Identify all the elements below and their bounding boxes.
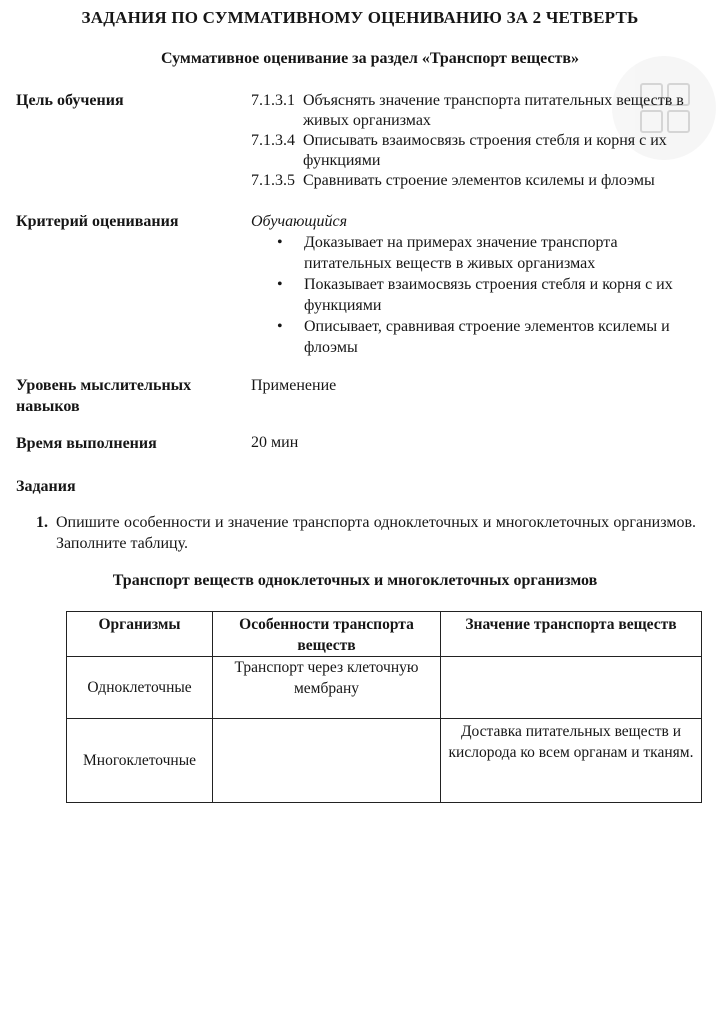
criteria-intro: Обучающийся — [251, 213, 348, 230]
task-item — [36, 512, 696, 554]
table-row — [67, 719, 702, 803]
objective-item — [251, 91, 696, 131]
criteria-list — [251, 232, 691, 358]
objective-item — [251, 171, 696, 191]
page-title: ЗАДАНИЯ ПО СУММАТИВНОМУ ОЦЕНИВАНИЮ ЗА 2 ЧЕТВЕРТЬ — [81, 8, 639, 27]
objective-item — [251, 131, 696, 171]
table-cell: Доставка питательных веществ и кислорода ко всем органам и тканям. — [441, 719, 702, 803]
table-header-row — [67, 612, 702, 657]
skills-label — [16, 375, 191, 417]
criteria-item: • Показывает взаимосвязь строения стебля и корня с их функциями — [251, 274, 691, 316]
table-header-cell: Организмы — [67, 612, 213, 657]
transport-table — [66, 611, 702, 803]
table-header-cell: Особенности транспорта веществ — [213, 612, 441, 657]
time-value: 20 мин — [251, 434, 299, 451]
tasks-heading: Задания — [16, 478, 76, 495]
learning-goal-label: Цель обучения — [16, 92, 124, 109]
criteria-item: • Доказывает на примерах значение транспорта питательных веществ в живых организмах — [251, 232, 691, 274]
criteria-item: • Описывает, сравнивая строение элементов ксилемы и флоэмы — [251, 316, 691, 358]
time-label: Время выполнения — [16, 435, 157, 452]
section-subtitle: Суммативное оценивание за раздел «Транспорт веществ» — [160, 50, 580, 67]
criteria-label: Критерий оценивания — [16, 213, 179, 230]
table-cell: Одноклеточные — [67, 657, 213, 719]
skills-label-line1: Уровень мыслительных — [16, 377, 192, 394]
objectives-list — [251, 91, 696, 191]
objective-code: 7.1.3.4 — [251, 132, 295, 149]
table-caption: Транспорт веществ одноклеточных и многоклеточных организмов — [112, 572, 598, 589]
skills-label-line2: навыков — [16, 398, 80, 415]
objective-text: Объяснять значение транспорта питательных веществ в живых организмах — [303, 92, 684, 129]
table-cell[interactable] — [441, 657, 702, 719]
table-header-cell: Значение транспорта веществ — [441, 612, 702, 657]
table-cell: Многоклеточные — [67, 719, 213, 803]
skills-value: Применение — [251, 377, 337, 394]
table-row — [67, 657, 702, 719]
criteria-block — [251, 211, 691, 358]
objective-text: Сравнивать строение элементов ксилемы и флоэмы — [303, 172, 655, 189]
objective-code: 7.1.3.5 — [251, 172, 295, 189]
table-cell[interactable] — [213, 719, 441, 803]
task-text: Опишите особенности и значение транспорта одноклеточных и многоклеточных организмов. Заполните таблицу. — [56, 514, 696, 552]
objective-code: 7.1.3.1 — [251, 92, 295, 109]
task-number: 1. — [36, 514, 48, 531]
objective-text: Описывать взаимосвязь строения стебля и корня с их функциями — [303, 132, 667, 169]
table-cell: Транспорт через клеточную мембрану — [213, 657, 441, 719]
